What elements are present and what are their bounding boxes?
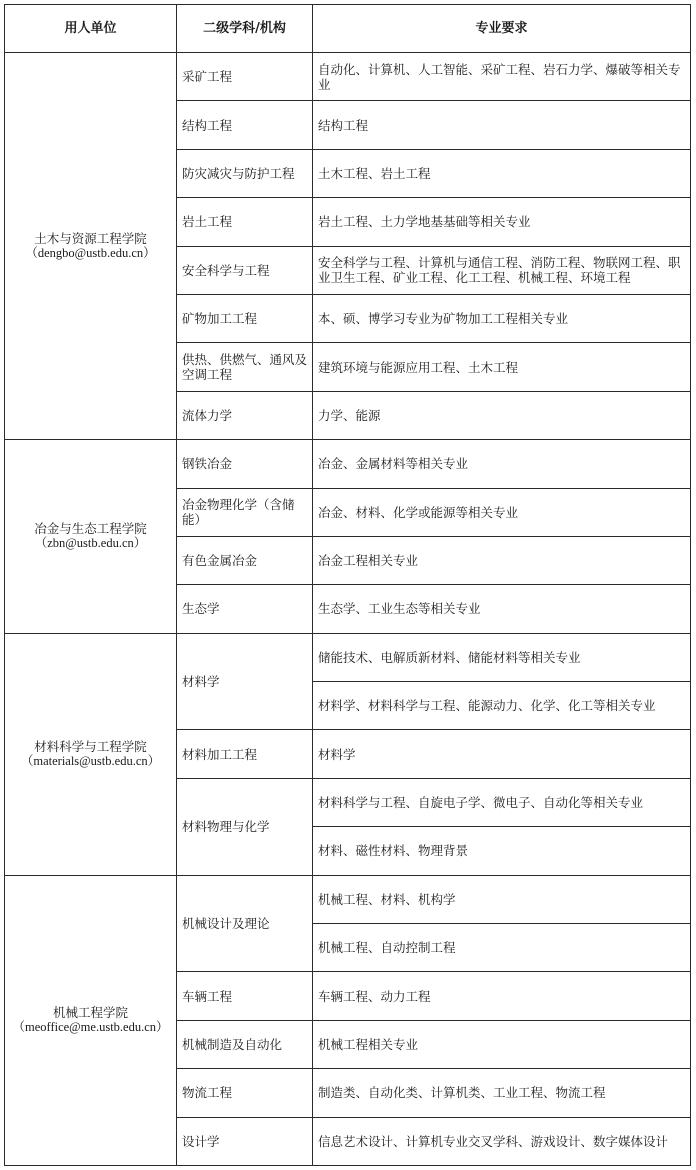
table-row [5,875,691,923]
subject-cell: 物流工程 [177,1069,313,1117]
requirement-cell: 储能技术、电解质新材料、储能材料等相关专业 [313,633,691,681]
requirement-cell: 材料学 [313,730,691,778]
requirement-cell: 机械工程、材料、机构学 [313,875,691,923]
subject-cell: 生态学 [177,585,313,633]
unit-email: （dengbo@ustb.edu.cn） [25,246,156,261]
requirements-table [4,4,691,1166]
requirement-cell: 生态学、工业生态等相关专业 [313,585,691,633]
requirement-cell: 材料科学与工程、自旋电子学、微电子、自动化等相关专业 [313,778,691,826]
requirement-cell: 建筑环境与能源应用工程、土木工程 [313,343,691,391]
requirement-cell: 信息艺术设计、计算机专业交叉学科、游戏设计、数字媒体设计 [313,1117,691,1165]
unit-email: （zbn@ustb.edu.cn） [34,536,147,551]
subject-cell: 供热、供燃气、通风及空调工程 [177,343,313,391]
requirement-cell: 安全科学与工程、计算机与通信工程、消防工程、物联网工程、职业卫生工程、矿业工程、化工工程、机械工程、环境工程 [313,246,691,294]
header-unit: 用人单位 [5,5,177,53]
requirement-cell: 结构工程 [313,101,691,149]
requirement-cell: 冶金、材料、化学或能源等相关专业 [313,488,691,536]
subject-cell: 车辆工程 [177,972,313,1020]
subject-cell: 防灾减灾与防护工程 [177,149,313,197]
table-row [5,53,691,101]
header-subject: 二级学科/机构 [177,5,313,53]
subject-cell: 矿物加工工程 [177,294,313,342]
unit-cell [5,440,177,634]
requirement-cell: 自动化、计算机、人工智能、采矿工程、岩石力学、爆破等相关专业 [313,53,691,101]
header-requirement: 专业要求 [313,5,691,53]
unit-cell [5,53,177,440]
subject-cell: 钢铁冶金 [177,440,313,488]
subject-cell: 机械设计及理论 [177,875,313,972]
table-row [5,440,691,488]
unit-cell [5,875,177,1165]
requirement-cell: 力学、能源 [313,391,691,439]
unit-name: 材料科学与工程学院 [34,739,147,755]
subject-cell: 采矿工程 [177,53,313,101]
subject-cell: 流体力学 [177,391,313,439]
unit-email: （meoffice@me.ustb.edu.cn） [12,1020,169,1035]
requirement-cell: 土木工程、岩土工程 [313,149,691,197]
subject-cell: 材料加工工程 [177,730,313,778]
unit-name: 机械工程学院 [52,1005,128,1021]
requirement-cell: 机械工程、自动控制工程 [313,924,691,972]
unit-cell [5,633,177,875]
unit-name: 土木与资源工程学院 [34,231,147,247]
subject-cell: 岩土工程 [177,198,313,246]
requirement-cell: 冶金、金属材料等相关专业 [313,440,691,488]
requirement-cell: 材料、磁性材料、物理背景 [313,827,691,875]
subject-cell: 有色金属冶金 [177,536,313,584]
requirement-cell: 材料学、材料科学与工程、能源动力、化学、化工等相关专业 [313,682,691,730]
subject-cell: 设计学 [177,1117,313,1165]
header-row [5,5,691,53]
subject-cell: 机械制造及自动化 [177,1020,313,1068]
table-body [5,53,691,1166]
subject-cell: 结构工程 [177,101,313,149]
subject-cell: 冶金物理化学（含储能） [177,488,313,536]
table-row [5,633,691,681]
unit-email: （materials@ustb.edu.cn） [20,754,161,769]
requirement-cell: 岩土工程、土力学地基基础等相关专业 [313,198,691,246]
subject-cell: 安全科学与工程 [177,246,313,294]
requirement-cell: 车辆工程、动力工程 [313,972,691,1020]
subject-cell: 材料物理与化学 [177,778,313,875]
unit-name: 冶金与生态工程学院 [34,521,147,537]
requirement-cell: 机械工程相关专业 [313,1020,691,1068]
requirement-cell: 本、硕、博学习专业为矿物加工工程相关专业 [313,294,691,342]
subject-cell: 材料学 [177,633,313,730]
requirement-cell: 制造类、自动化类、计算机类、工业工程、物流工程 [313,1069,691,1117]
requirement-cell: 冶金工程相关专业 [313,536,691,584]
